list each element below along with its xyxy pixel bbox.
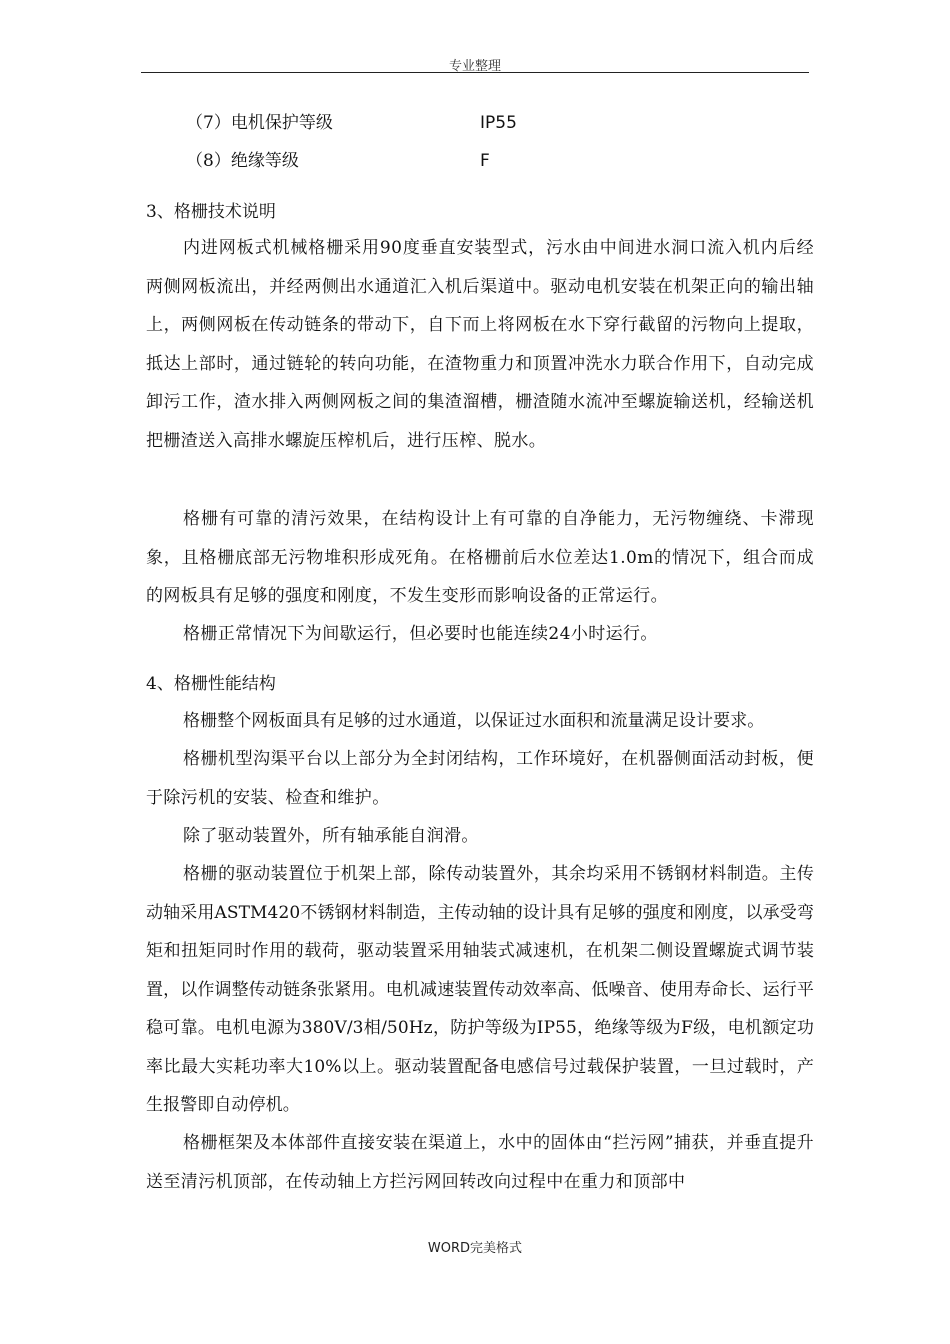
spec-value-insulation: F (480, 151, 490, 171)
paragraph: 内进网板式机械格栅采用90度垂直安装型式，污水由中间进水洞口流入机内后经两侧网板流出，并经两侧出水通道汇入机后渠道中。驱动电机安装在机架正向的输出轴上，两侧网板在传动链条的带动下，自下而上将网板在水下穿行截留的污物向上提取，抵达上部时，通过链轮的转向功能，在渣物重力和顶置冲洗水力联合作用下，自动完成卸污工作，渣水排入两侧网板之间的集渣溜槽，栅渣随水流冲至螺旋输送机，经输送机把栅渣送入高排水螺旋压榨机后，进行压榨、脱水。 (146, 238, 814, 451)
paragraph: 格栅整个网板面具有足够的过水通道，以保证过水面积和流量满足设计要求。 (183, 711, 765, 731)
paragraph: 格栅正常情况下为间歇运行，但必要时也能连续24小时运行。 (183, 624, 658, 644)
paragraph: 格栅的驱动装置位于机架上部，除传动装置外，其余均采用不锈钢材料制造。主传动轴采用ASTM420不锈钢材料制造，主传动轴的设计具有足够的强度和刚度，以承受弯矩和扭矩同时作用的载荷，驱动装置采用轴装式减速机，在机架二侧设置螺旋式调节装置，以作调整传动链条张紧用。电机减速装置传动效率高、低噪音、使用寿命长、运行平稳可靠。电机电源为380V/3相/50Hz，防护等级为IP55，绝缘等级为F级，电机额定功率比最大实耗功率大10%以上。驱动装置配备电感信号过载保护装置，一旦过载时，产生报警即自动停机。 (146, 864, 814, 1115)
spec-value-motor-protection: IP55 (480, 113, 517, 133)
section-heading: 3、格栅技术说明 (146, 202, 276, 222)
spec-label-motor-protection: （7）电机保护等级 (186, 113, 333, 133)
page-footer: WORD完美格式 (427, 1241, 523, 1256)
section-heading: 4、格栅性能结构 (146, 674, 276, 694)
header-text: 专业整理 (448, 59, 501, 74)
paragraph: 格栅框架及本体部件直接安装在渠道上，水中的固体由“拦污网”捕获，并垂直提升送至清污机顶部，在传动轴上方拦污网回转改向过程中在重力和顶部中 (146, 1133, 814, 1192)
header-rule (141, 72, 809, 73)
paragraph: 格栅机型沟渠平台以上部分为全封闭结构，工作环境好，在机器侧面活动封板，便于除污机的安装、检查和维护。 (146, 749, 814, 808)
paragraph: 除了驱动装置外，所有轴承能自润滑。 (183, 826, 479, 846)
paragraph: 格栅有可靠的清污效果，在结构设计上有可靠的自净能力，无污物缠绕、卡滞现象，且格栅底部无污物堆积形成死角。在格栅前后水位差达1.0m的情况下，组合而成的网板具有足够的强度和刚度，不发生变形而影响设备的正常运行。 (146, 509, 814, 606)
spec-label-insulation: （8）绝缘等级 (186, 151, 299, 171)
